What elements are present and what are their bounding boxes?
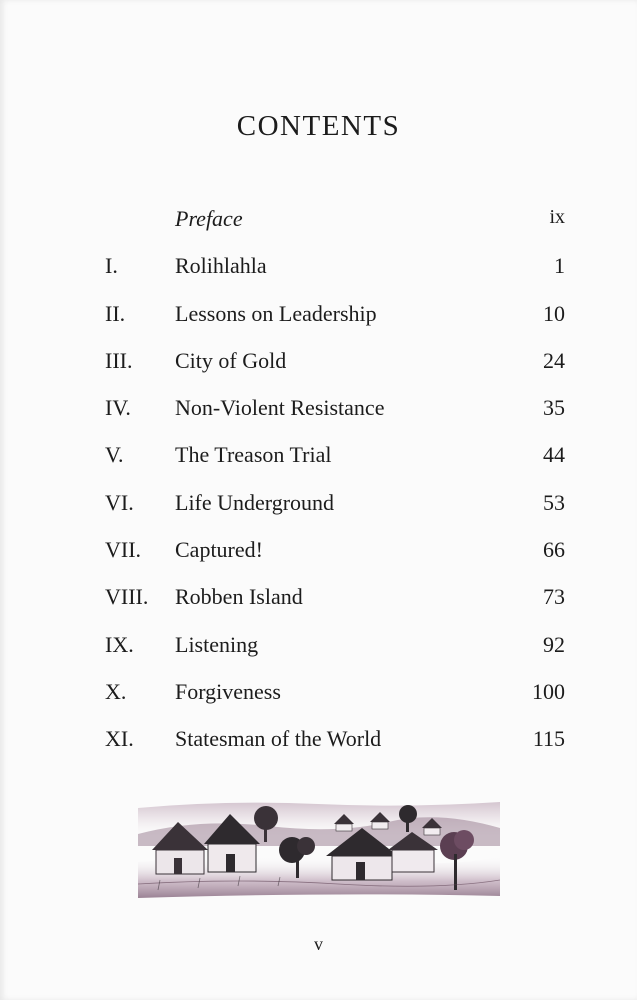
toc-entry-page: 115 xyxy=(532,726,565,752)
toc-entry-numeral: V. xyxy=(105,442,124,468)
toc-entry-title: Captured! xyxy=(175,537,263,563)
toc-entry-numeral: IV. xyxy=(105,395,131,421)
toc-entry-numeral: XI. xyxy=(105,726,134,752)
toc-entry xyxy=(0,718,637,765)
toc-entry-title: City of Gold xyxy=(175,347,287,373)
toc-entry-title: Non-Violent Resistance xyxy=(175,395,385,421)
toc-entry-page: 92 xyxy=(543,631,565,657)
toc-entry-page: 1 xyxy=(554,253,565,279)
toc-entry-title: The Treason Trial xyxy=(175,442,332,468)
table-of-contents xyxy=(0,198,637,766)
toc-entry xyxy=(0,245,637,292)
toc-entry-page: 100 xyxy=(532,678,565,704)
toc-entry-numeral: II. xyxy=(105,300,126,326)
toc-entry xyxy=(0,576,637,623)
toc-entry-title: Life Underground xyxy=(175,489,335,515)
toc-entry-numeral: VII. xyxy=(105,537,142,563)
toc-entry xyxy=(0,624,637,671)
toc-entry-title: Preface xyxy=(175,206,243,231)
toc-entry xyxy=(0,671,637,718)
toc-entry-title: Statesman of the World xyxy=(175,726,382,752)
toc-entry xyxy=(0,293,637,340)
toc-entry-numeral: III. xyxy=(105,347,133,373)
toc-entry-numeral: X. xyxy=(105,678,127,704)
page-title: CONTENTS xyxy=(236,110,401,142)
toc-entry xyxy=(0,529,637,576)
toc-entry-page: 44 xyxy=(543,442,565,468)
page-number: v xyxy=(314,934,323,954)
toc-entry-numeral: VI. xyxy=(105,489,134,515)
toc-entry-title: Robben Island xyxy=(175,584,303,610)
toc-entry-title: Listening xyxy=(175,631,259,657)
toc-entry xyxy=(0,387,637,434)
toc-entry-page: 73 xyxy=(543,584,565,610)
toc-entry-title: Forgiveness xyxy=(175,678,281,704)
toc-entry xyxy=(0,482,637,529)
toc-entry-preface xyxy=(0,198,637,245)
toc-entry-page: 66 xyxy=(543,537,565,563)
village-illustration xyxy=(138,800,500,898)
toc-entry-page: 53 xyxy=(543,489,565,515)
toc-entry xyxy=(0,340,637,387)
toc-entry-page: 24 xyxy=(543,347,565,373)
toc-entry-title: Lessons on Leadership xyxy=(175,300,377,326)
toc-entry-title: Rolihlahla xyxy=(175,253,267,279)
toc-entry-page: ix xyxy=(549,206,565,228)
toc-entry-page: 35 xyxy=(543,395,565,421)
toc-entry-numeral: VIII. xyxy=(105,584,149,610)
toc-entry-numeral: IX. xyxy=(105,631,134,657)
toc-entry-page: 10 xyxy=(543,300,565,326)
toc-entry xyxy=(0,434,637,481)
toc-entry-numeral: I. xyxy=(105,253,118,279)
